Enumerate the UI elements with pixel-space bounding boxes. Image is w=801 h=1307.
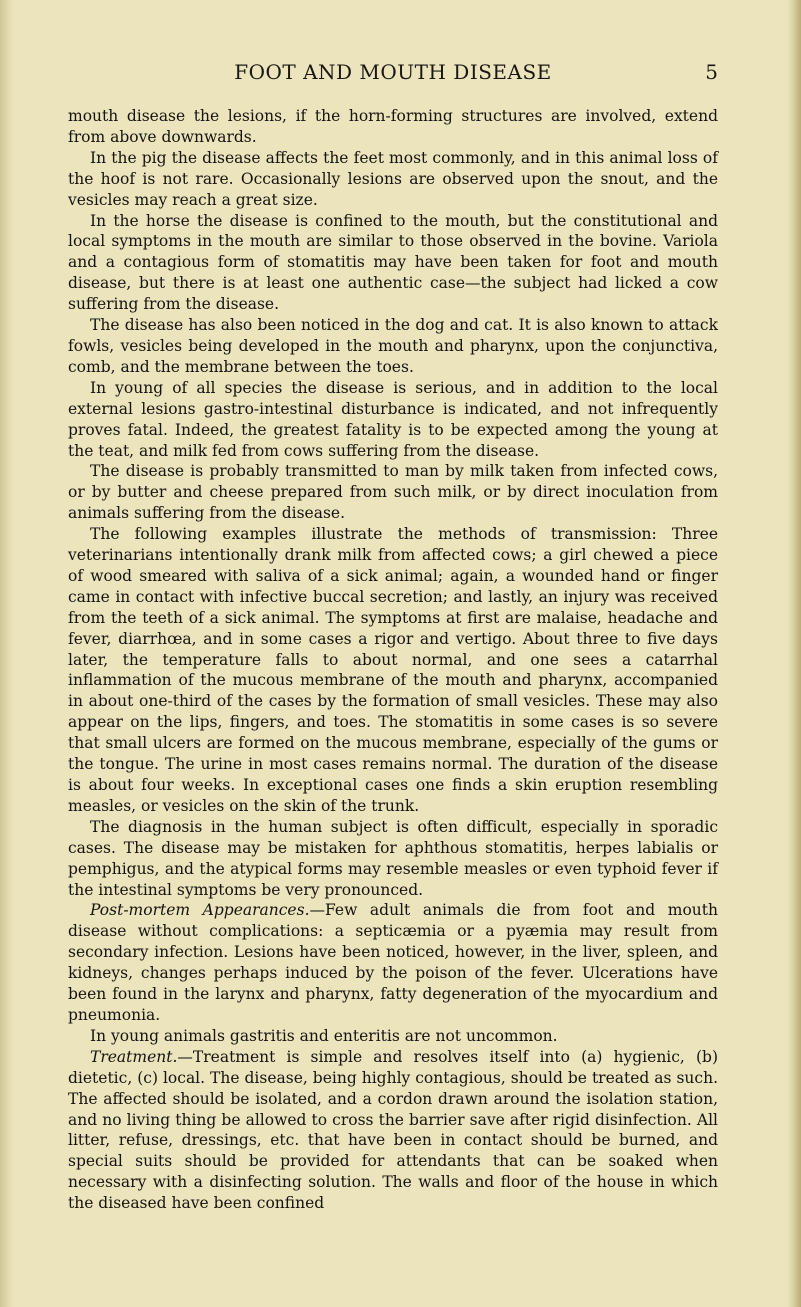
running-title: FOOT AND MOUTH DISEASE — [234, 60, 552, 84]
section-heading: Treatment. — [90, 1047, 178, 1066]
page-number: 5 — [705, 60, 718, 84]
paragraph: Post-mortem Appearances.—Few adult animals die from foot and mouth disease without complications: a septicæmia or a pyæmia may result from secondary infection. Lesions have been noticed, however, in the liver, spleen, and kidneys, changes perhaps induced by the poison of the fever. Ulcerations have been found in the larynx and pharynx, fatty degeneration of the myocardium and pneumonia. — [68, 901, 718, 1024]
paragraph: In the horse the disease is confined to the mouth, but the constitutional and local symptoms in the mouth are similar to those observed in the bovine. Variola and a contagious form of stomatitis may have been taken for foot and mouth disease, but there is at least one authentic case—the subject had licked a cow suffering from the disease. — [68, 211, 718, 314]
paragraph: The diagnosis in the human subject is often difficult, especially in sporadic cases. The disease may be mistaken for aphthous stomatitis, herpes labialis or pemphigus, and the atypical forms may resemble measles or even typhoid fever if the intestinal symptoms be very pronounced. — [68, 817, 718, 899]
paragraph: In the pig the disease affects the feet most commonly, and in this animal loss of the hoof is not rare. Occasionally lesions are observed upon the snout, and the vesicles may reach a great size. — [68, 148, 718, 209]
paragraph: The disease is probably transmitted to man by milk taken from infected cows, or by butter and cheese prepared from such milk, or by direct inoculation from animals suffering from the disease. — [68, 462, 718, 523]
paragraph: In young of all species the disease is serious, and in addition to the local external lesions gastro-intestinal disturbance is indicated, and not infrequently proves fatal. Indeed, the greatest fatality is to be expected among the young at the teat, and milk fed from cows suffering from the disease. — [68, 378, 718, 460]
paragraph: Treatment.—Treatment is simple and resolves itself into (a) hygienic, (b) dietetic, (c) local. The disease, being highly contagious, should be treated as such. The affected should be isolated, and a cordon drawn around the isolation station, and no living thing be allowed to cross the barrier save after rigid disinfection. All litter, refuse, dressings, etc. that have been in contact should be burned, and special suits should be provided for attendants that can be soaked when necessary with a disinfecting solution. The walls and floor of the house in which the diseased have been confined — [68, 1047, 718, 1213]
page-edge-right — [787, 0, 801, 1307]
paragraph: The disease has also been noticed in the dog and cat. It is also known to attack fowls, vesicles being developed in the mouth and pharynx, upon the conjunctiva, comb, and the membrane between the toes. — [68, 316, 718, 376]
paragraph: In young animals gastritis and enteritis are not uncommon. — [90, 1026, 558, 1045]
paragraph: The following examples illustrate the methods of transmission: Three veterinarians intentionally drank milk from affected cows; a girl chewed a piece of wood smeared with saliva of a sick animal; again, a wounded hand or finger came in contact with infective buccal secretion; and lastly, an injury was received from the teeth of a sick animal. The symptoms at first are malaise, headache and fever, diarrhœa, and in some cases a rigor and vertigo. About three to five days later, the temperature falls to about normal, and one sees a catarrhal inflammation of the mucous membrane of the mouth and pharynx, accompanied in about one-third of the cases by the formation of small vesicles. These may also appear on the lips, fingers, and toes. The stomatitis in some cases is so severe that small ulcers are formed on the mucous membrane, especially of the gums or the tongue. The urine in most cases remains normal. The duration of the disease is about four weeks. In exceptional cases one finds a skin eruption resembling measles, or vesicles on the skin of the trunk. — [68, 525, 718, 815]
paragraph: mouth disease the lesions, if the horn-forming structures are involved, extend from above downwards. — [68, 107, 718, 146]
body-text — [68, 106, 718, 1214]
page-header — [68, 60, 718, 90]
section-heading: Post-mortem Appearances. — [90, 901, 310, 920]
page-edge-left — [0, 0, 14, 1307]
